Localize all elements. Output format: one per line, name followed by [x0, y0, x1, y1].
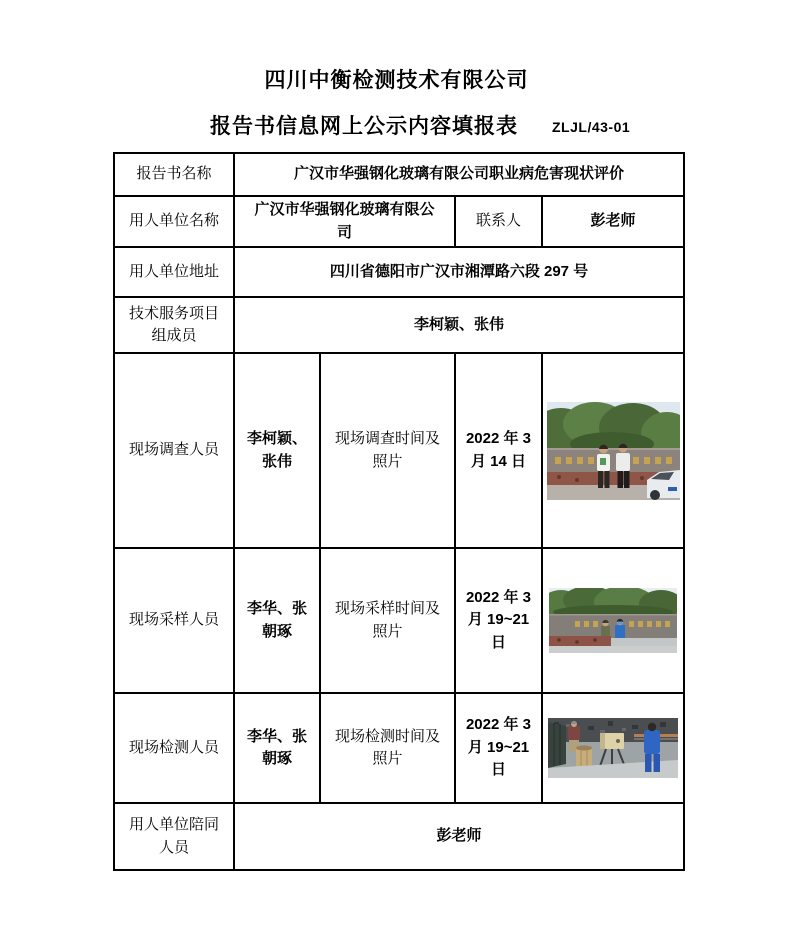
- project-team-label: 技术服务项目组成员: [114, 297, 234, 353]
- report-info-table: [113, 152, 685, 871]
- survey-personnel: 李柯颖、张伟: [234, 353, 320, 548]
- sampling-photo-cell: [542, 548, 684, 693]
- row-employer-address: [114, 247, 684, 297]
- project-team-value: 李柯颖、张伟: [234, 297, 684, 353]
- employer-name-label: 用人单位名称: [114, 196, 234, 247]
- survey-photo-cell: [542, 353, 684, 548]
- survey-label: 现场调查人员: [114, 353, 234, 548]
- detection-time-label: 现场检测时间及照片: [320, 693, 455, 803]
- sampling-site-photo: [549, 588, 677, 653]
- detection-photo-cell: [542, 693, 684, 803]
- report-name-label: 报告书名称: [114, 153, 234, 196]
- report-name-value: 广汉市华强钢化玻璃有限公司职业病危害现状评价: [234, 153, 684, 196]
- row-site-survey: [114, 353, 684, 548]
- contact-value: 彭老师: [542, 196, 684, 247]
- row-escort: [114, 803, 684, 870]
- row-project-team: [114, 297, 684, 353]
- escort-value: 彭老师: [234, 803, 684, 870]
- detection-date: 2022 年 3 月 19~21 日: [455, 693, 542, 803]
- row-employer-name: [114, 196, 684, 247]
- detection-site-photo: [548, 718, 678, 778]
- sampling-personnel: 李华、张朝琢: [234, 548, 320, 693]
- sampling-label: 现场采样人员: [114, 548, 234, 693]
- row-report-name: [114, 153, 684, 196]
- row-site-detection: [114, 693, 684, 803]
- employer-name-text: 广汉市华强钢化玻璃有限公司: [254, 201, 435, 241]
- employer-name-value: [234, 196, 455, 247]
- company-title: 四川中衡检测技术有限公司: [264, 69, 529, 92]
- document-code: ZLJL/43-01: [552, 119, 631, 135]
- escort-label: 用人单位陪同人员: [114, 803, 234, 870]
- survey-date: 2022 年 3 月 14 日: [455, 353, 542, 548]
- sampling-time-label: 现场采样时间及照片: [320, 548, 455, 693]
- contact-label: 联系人: [455, 196, 542, 247]
- detection-personnel: 李华、张朝琢: [234, 693, 320, 803]
- employer-address-label: 用人单位地址: [114, 247, 234, 297]
- sampling-date: 2022 年 3 月 19~21 日: [455, 548, 542, 693]
- employer-address-value: 四川省德阳市广汉市湘潭路六段 297 号: [234, 247, 684, 297]
- detection-label: 现场检测人员: [114, 693, 234, 803]
- row-site-sampling: [114, 548, 684, 693]
- form-subtitle: 报告书信息网上公示内容填报表: [210, 115, 518, 138]
- survey-site-photo: [547, 402, 680, 500]
- survey-time-label: 现场调查时间及照片: [320, 353, 455, 548]
